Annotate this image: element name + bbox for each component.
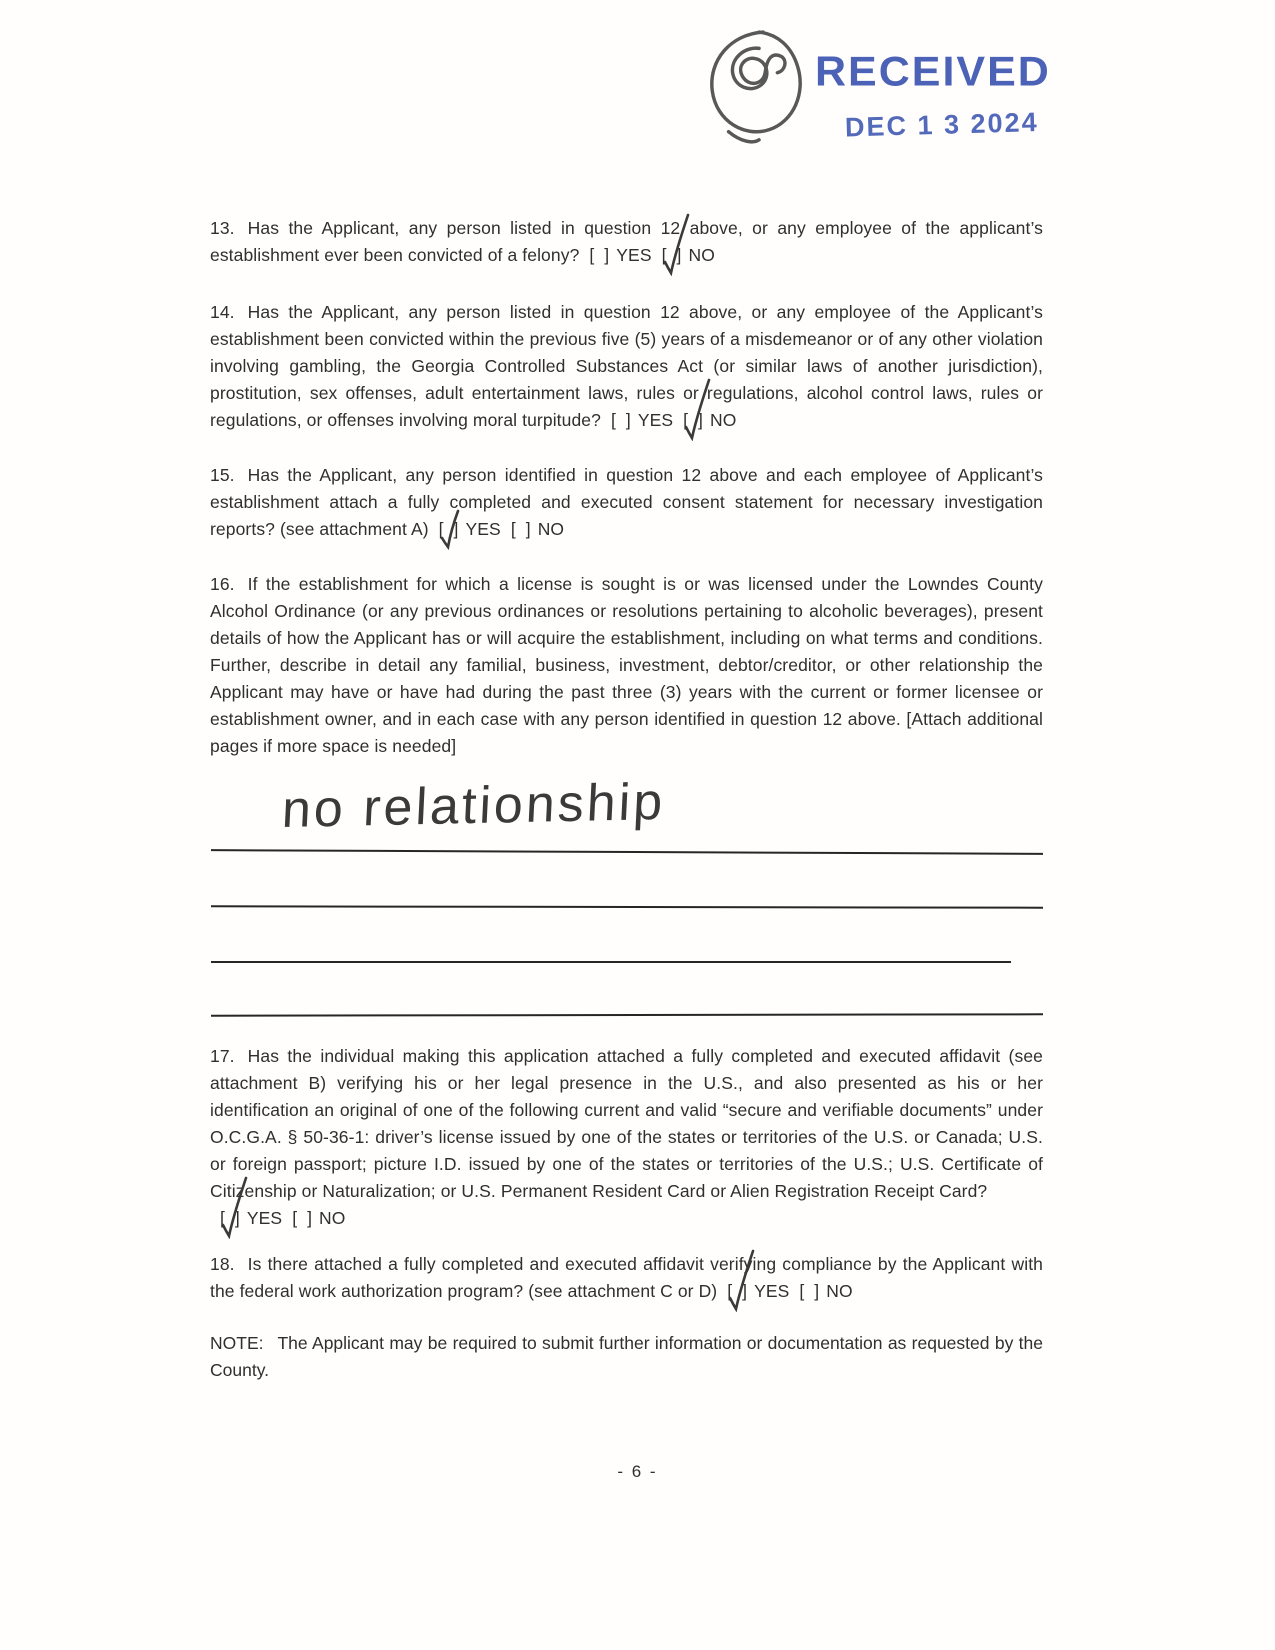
question-18 xyxy=(210,1251,1043,1305)
question-number: 14. xyxy=(210,302,235,322)
option-label: YES xyxy=(616,245,652,265)
option-label: NO xyxy=(710,410,737,430)
checkbox-brackets: [ ] xyxy=(438,519,459,539)
checkbox-brackets: [ ] xyxy=(220,1208,240,1228)
question-text: Has the individual making this application attached a fully completed and executed affidavit (see attachment B) verifying his or her legal presence in the U.S., and also presented as his or her identification an original of one of the following current and valid “secure and verifiable documents” under O.C.G.A. § 50-36-1: driver’s license issued by one of the states or territories of the U.S. or Canada; U.S. or foreign passport; picture I.D. issued by one of the states or territories of the U.S.; U.S. Certificate of Citizenship or Naturalization; or U.S. Permanent Resident Card or Alien Registration Receipt Card? xyxy=(210,1046,1043,1201)
question-number: 17. xyxy=(210,1046,235,1066)
checkbox-brackets: [ ] xyxy=(799,1281,820,1301)
question-text: If the establishment for which a license is sought is or was licensed under the Lowndes County Alcohol Ordinance (or any previous ordinances or resolutions pertaining to alcoholic beverages), present details of how the Applicant has or will acquire the establishment, including on what terms and conditions. Further, describe in detail any familial, business, investment, debtor/creditor, or other relationship the Applicant may have or have had during the past three (3) years with the current or former licensee or establishment owner, and in each case with any person identified in question 12 above. [Attach additional pages if more space is needed] xyxy=(210,574,1043,756)
option-label: YES xyxy=(246,1208,283,1228)
checkbox-brackets: [ ] xyxy=(292,1208,313,1228)
checkbox-brackets: [ ] xyxy=(683,410,704,430)
checkbox-brackets: [ ] xyxy=(661,245,682,265)
handwritten-answer: no relationship xyxy=(280,772,667,840)
question-16 xyxy=(210,571,1043,760)
received-stamp-text: RECEIVED xyxy=(815,48,1051,96)
option-label: NO xyxy=(319,1208,346,1228)
checkbox-no[interactable] xyxy=(799,1278,819,1305)
option-label: YES xyxy=(465,519,501,539)
received-stamp xyxy=(815,48,1051,143)
option-label: NO xyxy=(537,519,565,539)
question-14 xyxy=(210,299,1043,434)
checkbox-brackets: [ ] xyxy=(510,519,531,539)
question-number: 16. xyxy=(210,574,235,594)
option-label: NO xyxy=(688,245,715,265)
answer-line[interactable] xyxy=(211,905,1043,908)
answer-line[interactable] xyxy=(211,961,1011,963)
question-13 xyxy=(210,215,1043,269)
question-number: 15. xyxy=(210,465,235,485)
checkbox-yes[interactable] xyxy=(220,1205,240,1232)
question-number: 13. xyxy=(210,218,235,238)
question-17 xyxy=(210,1043,1043,1232)
checkbox-no[interactable] xyxy=(662,242,682,269)
option-label: YES xyxy=(637,410,674,430)
note-text: The Applicant may be required to submit further information or documentation as requested by the County. xyxy=(210,1333,1043,1380)
page-number: - 6 - xyxy=(617,1462,658,1481)
question-text: Has the Applicant, any person listed in question 12 above, or any employee of the applicant’s establishment ever been convicted of a felony? xyxy=(210,218,1043,265)
question-text: Is there attached a fully completed and executed affidavit verifying compliance by the Applicant with the federal work authorization program? (see attachment C or D) xyxy=(210,1254,1043,1301)
note-paragraph xyxy=(210,1330,1043,1384)
received-stamp-date: DEC 1 3 2024 xyxy=(844,107,1040,143)
question-number: 18. xyxy=(210,1254,235,1274)
question-text: Has the Applicant, any person listed in question 12 above, or any employee of the Applicant’s establishment been convicted within the previous five (5) years of a misdemeanor or of any other violation involving gambling, the Georgia Controlled Substances Act (or similar laws of another jurisdiction), prostitution, sex offenses, adult entertainment laws, rules or regulations, alcohol control laws, rules or regulations, or offenses involving moral turpitude? xyxy=(210,302,1043,430)
checkbox-brackets: [ ] xyxy=(589,245,610,265)
checkbox-yes[interactable] xyxy=(589,242,609,269)
checkbox-no[interactable] xyxy=(292,1205,312,1232)
note-label: NOTE: xyxy=(210,1333,264,1353)
checkbox-no[interactable] xyxy=(511,516,531,543)
checkbox-no[interactable] xyxy=(683,407,703,434)
question-15 xyxy=(210,462,1043,543)
pen-scribble-icon xyxy=(700,26,812,150)
checkbox-yes[interactable] xyxy=(611,407,631,434)
checkbox-yes[interactable] xyxy=(439,516,459,543)
checkbox-brackets: [ ] xyxy=(727,1281,748,1301)
option-label: YES xyxy=(754,1281,790,1301)
checkbox-yes[interactable] xyxy=(727,1278,747,1305)
option-label: NO xyxy=(826,1281,853,1301)
answer-line[interactable] xyxy=(211,849,1043,855)
question-text: Has the Applicant, any person identified in question 12 above and each employee of Applicant’s establishment attach a fully completed and executed consent statement for necessary investigation reports? (see attachment A) xyxy=(210,465,1043,539)
answer-line[interactable] xyxy=(211,1013,1043,1016)
checkbox-brackets: [ ] xyxy=(610,410,631,430)
